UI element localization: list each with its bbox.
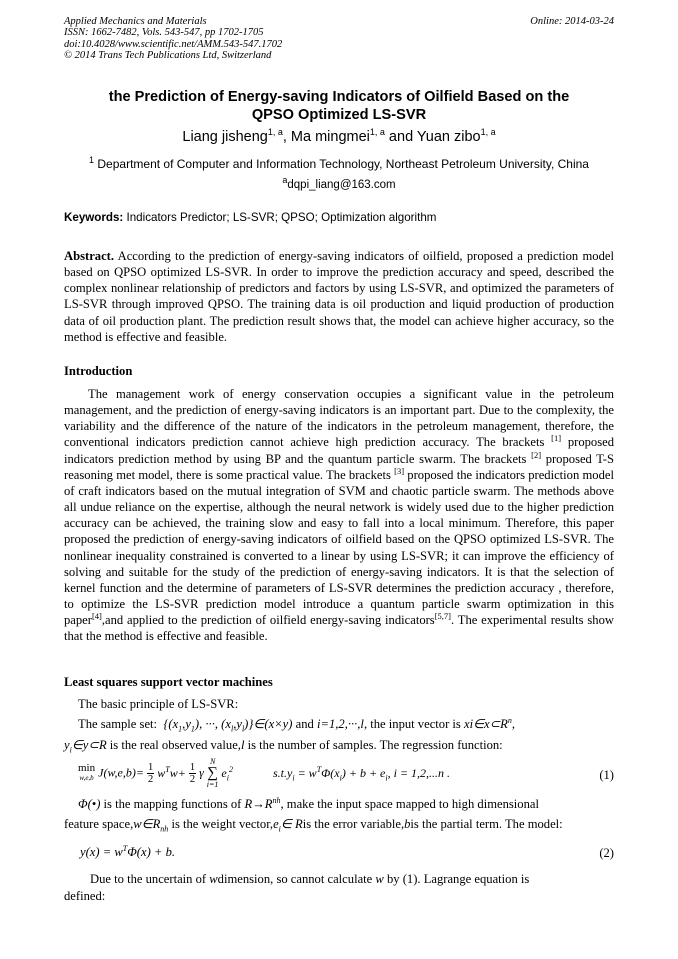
weight-formula: $w\in R_{nh}$ (133, 817, 169, 834)
index-range-formula: i=1,2,···,l (316, 717, 364, 731)
title-line-1: the Prediction of Energy-saving Indicators of Oilfield Based on the (108, 89, 570, 105)
fraction-half: $\frac{1}{2}$ (189, 761, 196, 785)
abstract-text: According to the prediction of energy-saving indicators of oilfield, proposed a prediction model based on QPSO optimized LS-SVR. In order to improve the prediction accuracy and speed, described the complex nonlinear relationship of predictors and factors by using LS-SVR, and optimized the parameters of LS-SVR through improved QPSO. The training data is oil production and liquid production of production data of oil production plant. The prediction result shows that, the model can achieve higher accuracy, so the method is effective and feasible. (64, 249, 614, 344)
keywords (64, 211, 624, 225)
phi-symbol: Φ(•) (78, 797, 101, 811)
author-affiliation-mark: 1, a (369, 127, 385, 138)
sample-set-and: and (295, 717, 314, 731)
error-text: is the error variable, (302, 817, 405, 831)
author-separator: and (384, 129, 417, 145)
abstract (64, 248, 614, 345)
feature-space-text: feature space, (64, 817, 134, 831)
affiliation (40, 157, 638, 171)
feature-space-line (64, 816, 563, 832)
uncertain-text-2: dimension, so cannot calculate (217, 872, 373, 886)
weight-text: is the weight vector, (171, 817, 274, 831)
author-name: Ma mingmei (290, 129, 370, 145)
observed-value-text: is the real observed value, (109, 738, 241, 752)
regression-function-text: is the number of samples. The regression function: (247, 738, 503, 752)
basic-principle-line: The basic principle of LS-SVR: (78, 697, 239, 711)
author-separator: , (282, 129, 291, 145)
sample-set-formula: {$(x_1,y_1)$, ···, $(x_l,y_l)\}\in(x\times y)$ (160, 717, 293, 734)
author-name: Liang jisheng (182, 129, 268, 145)
section-heading-introduction: Introduction (64, 364, 133, 378)
journal-name: Applied Mechanics and Materials (64, 16, 207, 27)
equation-2: $y(x) = w^T\Phi(x) + b$. (80, 843, 176, 859)
affiliation-text: Department of Computer and Information Technology, Northeast Petroleum University, China (97, 157, 589, 171)
author-list (40, 129, 638, 146)
intro-text: proposed the indicators prediction model of craft indicators based on the mutual integration of SVM and chaotic particle swarm. The methods above all undue reliance on the expertise, although the neural network is widely used due to the higher prediction accuracy can be achieved, the training slow and easy to fall into a local minimum. Therefore, this paper proposed the prediction of energy-saving indicators of oilfield based on the QPSO optimized LS-SVR. The nonlinear inequality constrained is converted to a linear by using LS-SVR; it can improve the efficiency of solving and suitable for the study of the prediction of energy-saving indicators. It is that the selection of kernel function and the determine of parameters of LS-SVR determines the prediction accuracy , therefore, to optimize the LS-SVR prediction model introduce a quantum particle swarm optimization in this paper (64, 467, 614, 628)
equation-1: min w,e,b J(w,e,b)= $\frac{1}{2}$ $w^Tw+$ $\frac{1}{2}$ γ N ∑ i=1 $e_i^2$ (78, 757, 233, 789)
mapping-function-line (78, 796, 614, 812)
author-affiliation-mark: 1, a (267, 127, 283, 138)
sample-set-label: The sample set: (78, 717, 158, 731)
title-line-2: QPSO Optimized LS-SVR (251, 107, 427, 123)
introduction-paragraph (64, 386, 614, 645)
citation-ref[interactable]: [5,7] (434, 611, 452, 621)
lagrange-text: by (1). Lagrange equation is (386, 872, 530, 886)
abstract-label: Abstract. (64, 249, 115, 263)
intro-text: The management work of energy conservation occupies a significant value in the petroleum management, and the prediction of energy-saving indicators is an important part. Due to the complexity, the variability and the difference of the nature of the indicators in the petroleum management, therefore, the conventional indicators prediction cannot achieve high prediction accuracy. The brackets (64, 387, 614, 450)
citation-ref[interactable]: [2] (531, 449, 542, 460)
bias-text: is the partial term. The model: (410, 817, 563, 831)
mapping-formula: $R\to R^{nh}$ (244, 795, 281, 811)
doi-line[interactable]: doi:10.4028/www.scientific.net/AMM.543-547.1702 (64, 38, 283, 50)
error-formula: $e_i\in$ R (273, 817, 303, 834)
mapping-text: is the mapping functions of (103, 797, 242, 811)
w-symbol: w (209, 872, 218, 886)
keywords-text: Indicators Predictor; LS-SVR; QPSO; Optimization algorithm (126, 211, 437, 224)
fraction-half: $\frac{1}{2}$ (147, 761, 154, 785)
observed-value-line (64, 737, 503, 753)
sample-set-line (78, 716, 614, 732)
observed-formula: $y_i\in y\subset R$ (64, 738, 107, 755)
sample-count-symbol: l (240, 738, 245, 752)
affiliation-mark: 1 (89, 155, 95, 165)
input-vector-formula: $xi\in x\subset R^n$, (463, 715, 516, 731)
intro-text: ,and applied to the prediction of oilfield energy-saving indicators (101, 613, 435, 628)
uncertain-text: Due to the uncertain of (90, 872, 207, 886)
citation-ref[interactable]: [1] (551, 433, 562, 444)
email-address[interactable]: dqpi_liang@163.com (287, 179, 396, 191)
min-operator: min w,e,b (78, 762, 96, 782)
paper-title (40, 88, 638, 124)
copyright-line: © 2014 Trans Tech Publications Ltd, Switzerland (64, 50, 272, 62)
equation-2-number: (2) (599, 846, 614, 860)
citation-ref[interactable]: [4] (91, 611, 102, 621)
bias-symbol: b (404, 817, 411, 831)
author-email (40, 175, 638, 192)
intro-text: proposed indicators prediction method by using BP and the quantum particle swarm. The brackets (64, 435, 615, 466)
author-name: Yuan zibo (416, 129, 481, 145)
author-affiliation-mark: 1, a (480, 127, 496, 138)
sum-operator: N ∑ i=1 (206, 757, 219, 789)
w-symbol: w (375, 872, 384, 886)
uncertain-dimension-line (90, 871, 529, 887)
issn-line: ISSN: 1662-7482, Vols. 543-547, pp 1702-1705 (64, 27, 264, 39)
journal-header (64, 16, 282, 62)
intro-text: . The experimental results show that the method is effective and feasible. (64, 613, 614, 644)
section-heading-ls-svm: Least squares support vector machines (64, 675, 273, 689)
equation-1-constraint: $s.t.y_i = w^T\Phi(x_i) + b + e_i$, i = 1,2,...n . (273, 765, 451, 783)
keywords-label: Keywords: (64, 211, 124, 224)
email-mark: a (282, 175, 288, 186)
mapping-text-2: , make the input space mapped to high dimensional (280, 797, 539, 811)
online-date: Online: 2014-03-24 (530, 16, 614, 27)
citation-ref[interactable]: [3] (394, 465, 405, 476)
equation-1-number: (1) (599, 768, 614, 782)
intro-text: proposed T-S reasoning met model, there is some practical value. The brackets (64, 451, 615, 482)
input-vector-label: , the input vector is (363, 717, 461, 731)
defined-line: defined: (64, 889, 106, 903)
